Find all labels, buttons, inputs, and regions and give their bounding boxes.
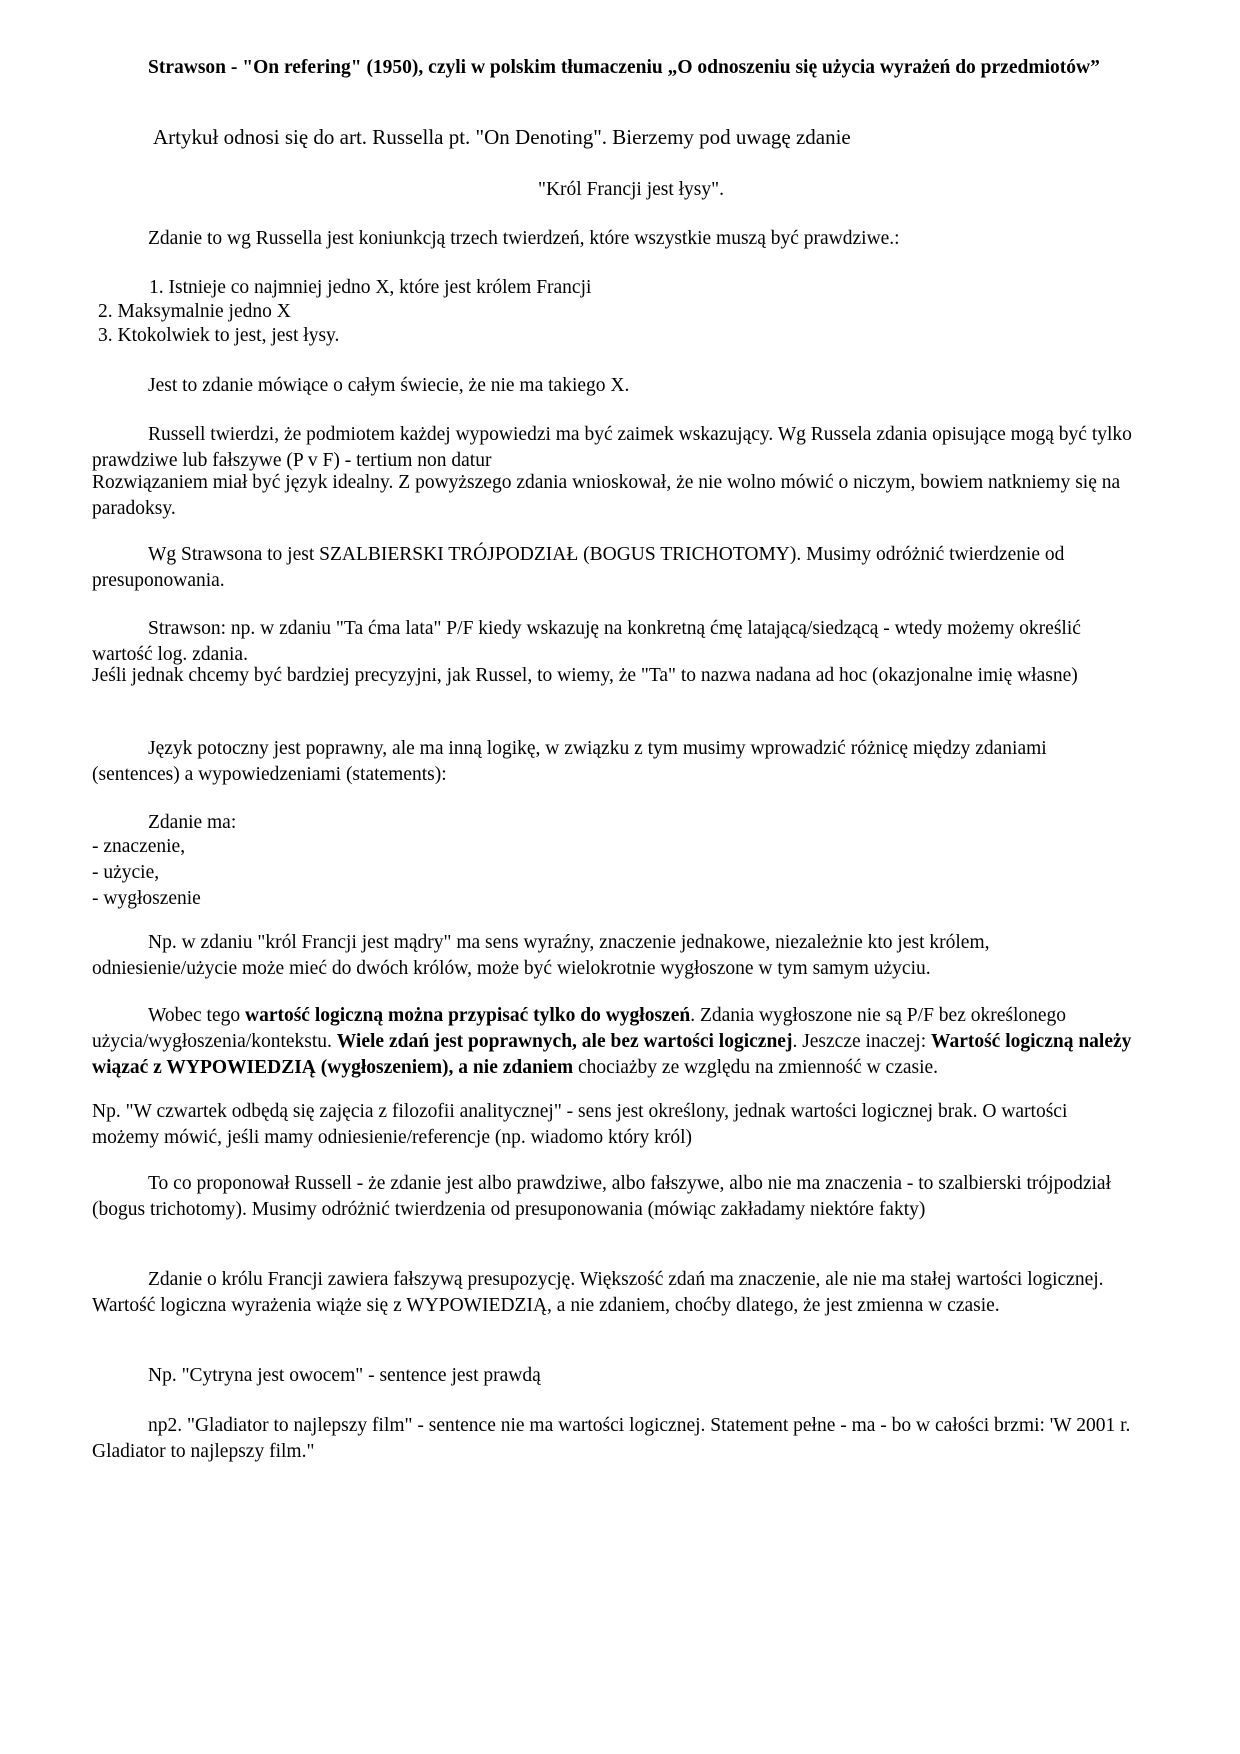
paragraph-thursday-example: Np. "W czwartek odbędą się zajęcia z filozofii analitycznej" - sens jest określony, jednak wartości logicznej brak. O wartości możemy mówić, jeśli mamy odniesienie/referencje (np. wiadomo który król) bbox=[92, 1101, 1068, 1148]
paragraph-gladiator-example: np2. "Gladiator to najlepszy film" - sentence nie ma wartości logicznej. Statement pełne - ma - bo w całości brzmi: 'W 2001 r. Gladiator to najlepszy film." bbox=[92, 1415, 1131, 1462]
quoted-sentence: "Król Francji jest łysy". bbox=[538, 179, 724, 200]
paragraph-bogus-trichotomy: Wg Strawsona to jest SZALBIERSKI TRÓJPODZIAŁ (BOGUS TRICHOTOMY). Musimy odróżnić twierdzenie od presuponowania. bbox=[92, 544, 1065, 591]
bold-text: wartość logiczną można przypisać tylko do wygłoszeń bbox=[244, 1005, 691, 1026]
bold-text: Wiele zdań jest poprawnych, ale bez wartości logicznej bbox=[336, 1031, 793, 1052]
paragraph-russell-proposal: To co proponował Russell - że zdanie jest albo prawdziwe, albo fałszywe, albo nie ma znaczenia - to szalbierski trójpodział (bogus trichotomy). Musimy odróżnić twierdzenia od presuponowania (mówiąc zakładamy niektóre fakty) bbox=[92, 1173, 1111, 1220]
paragraph-russell-conjunction: Zdanie to wg Russella jest koniunkcją trzech twierdzeń, które wszystkie muszą być prawdziwe.: bbox=[148, 228, 900, 249]
list-item-number: 2. bbox=[98, 301, 113, 322]
list-item: - wygłoszenie bbox=[92, 888, 201, 909]
paragraph-whole-world: Jest to zdanie mówiące o całym świecie, że nie ma takiego X. bbox=[148, 375, 630, 396]
paragraph-ordinary-language: Język potoczny jest poprawny, ale ma inną logikę, w związku z tym musimy wprowadzić różnicę między zdaniami (sentences) a wypowiedzeniami (statements): bbox=[92, 738, 1047, 785]
text-run: . Jeszcze inaczej: bbox=[792, 1031, 932, 1052]
document-title: Strawson - "On refering" (1950), czyli w polskim tłumaczeniu „O odnoszeniu się użycia wyrażeń do przedmiotów” bbox=[148, 57, 1100, 78]
text-run: . Zdania wygłoszone nie są P/F bez określonego użycia/wygłoszenia/kontekstu. bbox=[92, 1005, 1067, 1052]
paragraph-ad-hoc-name: Jeśli jednak chcemy być bardziej precyzyjni, jak Russel, to wiemy, że "Ta" to nazwa nadana ad hoc (okazjonalne imię własne) bbox=[92, 665, 1078, 686]
list-item-number: 3. bbox=[98, 325, 113, 346]
bold-text: Wartość logiczną należy wiązać z WYPOWIEDZIĄ (wygłoszeniem), a nie zdaniem bbox=[92, 1031, 1132, 1078]
paragraph-moth-example: Strawson: np. w zdaniu "Ta ćma lata" P/F kiedy wskazuję na konkretną ćmę latającą/siedzącą - wtedy możemy określić wartość log. zdania. bbox=[92, 618, 1081, 665]
paragraph-russell-claims: Russell twierdzi, że podmiotem każdej wypowiedzi ma być zaimek wskazujący. Wg Russela zdania opisujące mogą być tylko prawdziwe lub fałszywe (P v F) - tertium non datur bbox=[92, 424, 1132, 471]
numbered-list bbox=[92, 275, 1132, 349]
paragraph-intro: Artykuł odnosi się do art. Russella pt. "On Denoting". Bierzemy pod uwagę zdanie bbox=[153, 125, 851, 149]
list-item bbox=[92, 323, 1132, 349]
list-item bbox=[92, 299, 1132, 325]
list-item-text: Istnieje co najmniej jedno X, które jest królem Francji bbox=[168, 277, 592, 298]
list-item: - znaczenie, bbox=[92, 836, 186, 857]
list-item-text: Ktokolwiek to jest, jest łysy. bbox=[117, 325, 340, 346]
list-item: - użycie, bbox=[92, 862, 160, 883]
paragraph-wise-king: Np. w zdaniu "król Francji jest mądry" ma sens wyraźny, znaczenie jednakowe, niezależnie kto jest królem, odniesienie/użycie może mieć do dwóch królów, może być wielokrotnie wygłoszone w tym samym użyciu. bbox=[92, 932, 990, 979]
paragraph-logical-value bbox=[92, 1003, 1132, 1081]
paragraph-ideal-language: Rozwiązaniem miał być język idealny. Z powyższego zdania wnioskował, że nie wolno mówić o niczym, bowiem natkniemy się na paradoksy. bbox=[92, 472, 1121, 519]
paragraph-false-presupposition: Zdanie o królu Francji zawiera fałszywą presupozycję. Większość zdań ma znaczenie, ale nie ma stałej wartości logicznej. Wartość logiczna wyrażenia wiąże się z WYPOWIEDZIĄ, a nie zdaniem, choćby dlatego, że jest zmienna w czasie. bbox=[92, 1269, 1104, 1316]
text-run: chociażby ze względu na zmienność w czasie. bbox=[573, 1057, 939, 1078]
text-run: Wobec tego bbox=[148, 1005, 245, 1026]
list-heading: Zdanie ma: bbox=[148, 812, 237, 833]
list-item-number: 1. bbox=[149, 277, 164, 298]
list-item-text: Maksymalnie jedno X bbox=[117, 301, 291, 322]
dash-list bbox=[92, 834, 1132, 912]
list-item bbox=[92, 275, 1132, 301]
paragraph-lemon-example: Np. "Cytryna jest owocem" - sentence jest prawdą bbox=[148, 1365, 541, 1386]
